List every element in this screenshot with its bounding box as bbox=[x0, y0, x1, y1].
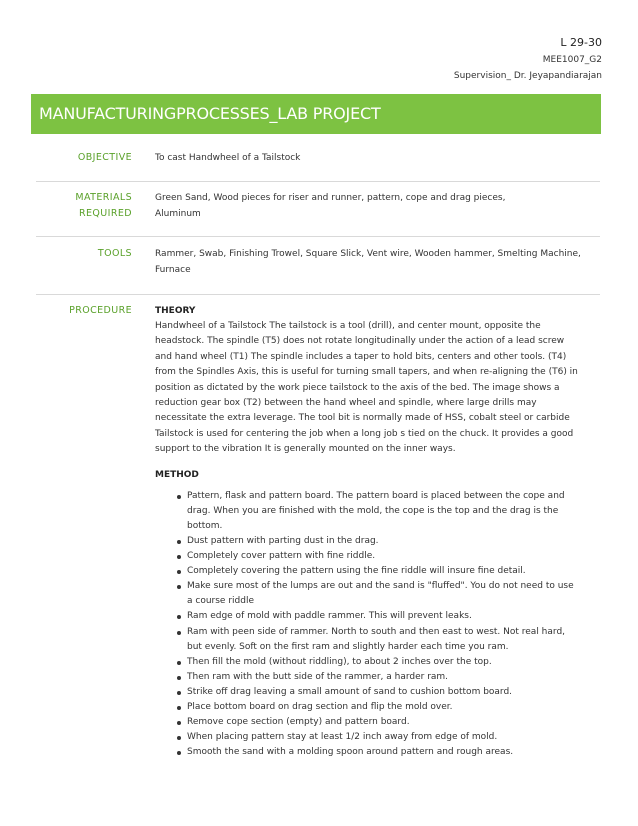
tools-row bbox=[36, 246, 600, 280]
lecture-slot: L 29-30 bbox=[560, 36, 602, 49]
bullet-icon bbox=[177, 615, 181, 619]
bullet-icon bbox=[177, 585, 181, 589]
materials-text bbox=[155, 190, 600, 222]
procedure-label: PROCEDURE bbox=[69, 305, 132, 316]
theory-line: reduction gear box (T2) between the hand wheel and spindle, where large drills may bbox=[155, 398, 537, 409]
objective-text: To cast Handwheel of a Tailstock bbox=[155, 153, 301, 163]
theory-line: headstock. The spindle (T5) does not rotate longitudinally under the action of a lead screw bbox=[155, 336, 565, 347]
divider bbox=[36, 294, 600, 295]
method-item-line: Make sure most of the lumps are out and the sand is "fluffed". You do not need to use bbox=[187, 581, 574, 592]
bullet-icon bbox=[177, 736, 181, 740]
theory-paragraph bbox=[155, 319, 600, 458]
method-item bbox=[155, 579, 600, 609]
materials-label bbox=[36, 190, 132, 222]
theory-line: position as dictated by the work piece tailstock to the axis of the bed. The image shows a bbox=[155, 382, 560, 393]
tools-label: TOOLS bbox=[97, 248, 132, 259]
method-item-line: bottom. bbox=[187, 520, 223, 531]
bullet-icon bbox=[177, 555, 181, 559]
bullet-icon bbox=[177, 631, 181, 635]
bullet-icon bbox=[177, 706, 181, 710]
method-item-line: Smooth the sand with a molding spoon around pattern and rough areas. bbox=[187, 747, 514, 758]
method-item-line: a course riddle bbox=[187, 596, 254, 607]
supervisor: Supervision_ Dr. Jeyapandiarajan bbox=[453, 71, 602, 81]
materials-text-line2: Aluminum bbox=[155, 209, 201, 219]
divider bbox=[36, 236, 600, 237]
method-item-line: Ram with peen side of rammer. North to south and then east to west. Not real hard, bbox=[187, 626, 566, 637]
method-item-line: Completely cover pattern with fine riddle. bbox=[187, 551, 376, 562]
method-item bbox=[155, 549, 600, 564]
bullet-icon bbox=[177, 751, 181, 755]
bullet-icon bbox=[177, 570, 181, 574]
divider bbox=[36, 181, 600, 182]
method-item-line: Remove cope section (empty) and pattern board. bbox=[187, 717, 410, 728]
method-item bbox=[155, 700, 600, 715]
materials-row bbox=[36, 190, 600, 224]
method-item-line: When placing pattern stay at least 1/2 inch away from edge of mold. bbox=[187, 732, 498, 743]
method-item-line: Then ram with the butt side of the rammer, a harder ram. bbox=[187, 671, 449, 682]
method-item bbox=[155, 715, 600, 730]
theory-heading: THEORY bbox=[155, 306, 196, 316]
method-item-line: Place bottom board on drag section and flip the mold over. bbox=[187, 701, 453, 712]
materials-label-line2: REQUIRED bbox=[79, 208, 132, 219]
bullet-icon bbox=[177, 661, 181, 665]
theory-line: support to the vibration It is generally mounted on the inner ways. bbox=[155, 444, 456, 455]
method-list bbox=[155, 489, 600, 761]
method-item-line: Ram edge of mold with paddle rammer. This will prevent leaks. bbox=[187, 611, 472, 622]
method-item-line: Then fill the mold (without riddling), to about 2 inches over the top. bbox=[187, 656, 492, 667]
objective-row bbox=[36, 150, 600, 170]
tools-text bbox=[155, 246, 600, 278]
objective-label: OBJECTIVE bbox=[77, 152, 132, 163]
method-item bbox=[155, 534, 600, 549]
bullet-icon bbox=[177, 691, 181, 695]
method-item bbox=[155, 730, 600, 745]
bullet-icon bbox=[177, 495, 181, 499]
method-item-line: Completely covering the pattern using the fine riddle will insure fine detail. bbox=[187, 566, 526, 577]
theory-line: necessitate the extra leverage. The tool bit is normally made of HSS, cobalt steel or carbide bbox=[155, 413, 570, 424]
method-heading: METHOD bbox=[155, 469, 199, 480]
tools-text-line2: Furnace bbox=[155, 265, 191, 275]
method-item-line: but evenly. Soft on the first ram and slightly harder each time you ram. bbox=[187, 641, 509, 652]
method-item bbox=[155, 625, 600, 655]
materials-label-line1: MATERIALS bbox=[75, 192, 132, 203]
project-title-banner: MANUFACTURINGPROCESSES_LAB PROJECT bbox=[31, 94, 601, 134]
bullet-icon bbox=[177, 540, 181, 544]
course-code: MEE1007_G2 bbox=[542, 55, 602, 65]
method-item bbox=[155, 655, 600, 670]
theory-line: Handwheel of a Tailstock The tailstock is a tool (drill), and center mount, opposite the bbox=[155, 321, 541, 331]
method-item-line: Pattern, flask and pattern board. The pattern board is placed between the cope and bbox=[187, 490, 565, 501]
method-item-line: drag. When you are finished with the mold, the cope is the top and the drag is the bbox=[187, 505, 559, 516]
procedure-content bbox=[155, 303, 600, 760]
materials-text-line1: Green Sand, Wood pieces for riser and runner, pattern, cope and drag pieces, bbox=[155, 193, 506, 203]
method-item bbox=[155, 685, 600, 700]
theory-line: and hand wheel (T1) The spindle includes a taper to hold bits, centers and other tools. (T4) bbox=[155, 351, 567, 362]
document-header bbox=[454, 36, 602, 81]
method-item-line: Strike off drag leaving a small amount of sand to cushion bottom board. bbox=[187, 686, 513, 697]
method-item bbox=[155, 609, 600, 624]
method-item bbox=[155, 745, 600, 760]
method-item bbox=[155, 489, 600, 534]
bullet-icon bbox=[177, 676, 181, 680]
method-item-line: Dust pattern with parting dust in the drag. bbox=[187, 535, 379, 546]
bullet-icon bbox=[177, 721, 181, 725]
theory-line: from the Spindles Axis, this is useful for turning small tapers, and when re-aligning the (T6) in bbox=[155, 367, 578, 378]
theory-line: Tailstock is used for centering the job when a long job s tied on the chuck. It provides a good bbox=[155, 428, 574, 439]
tools-text-line1: Rammer, Swab, Finishing Trowel, Square Slick, Vent wire, Wooden hammer, Smelting Machine, bbox=[155, 249, 581, 259]
method-item bbox=[155, 564, 600, 579]
method-item bbox=[155, 670, 600, 685]
